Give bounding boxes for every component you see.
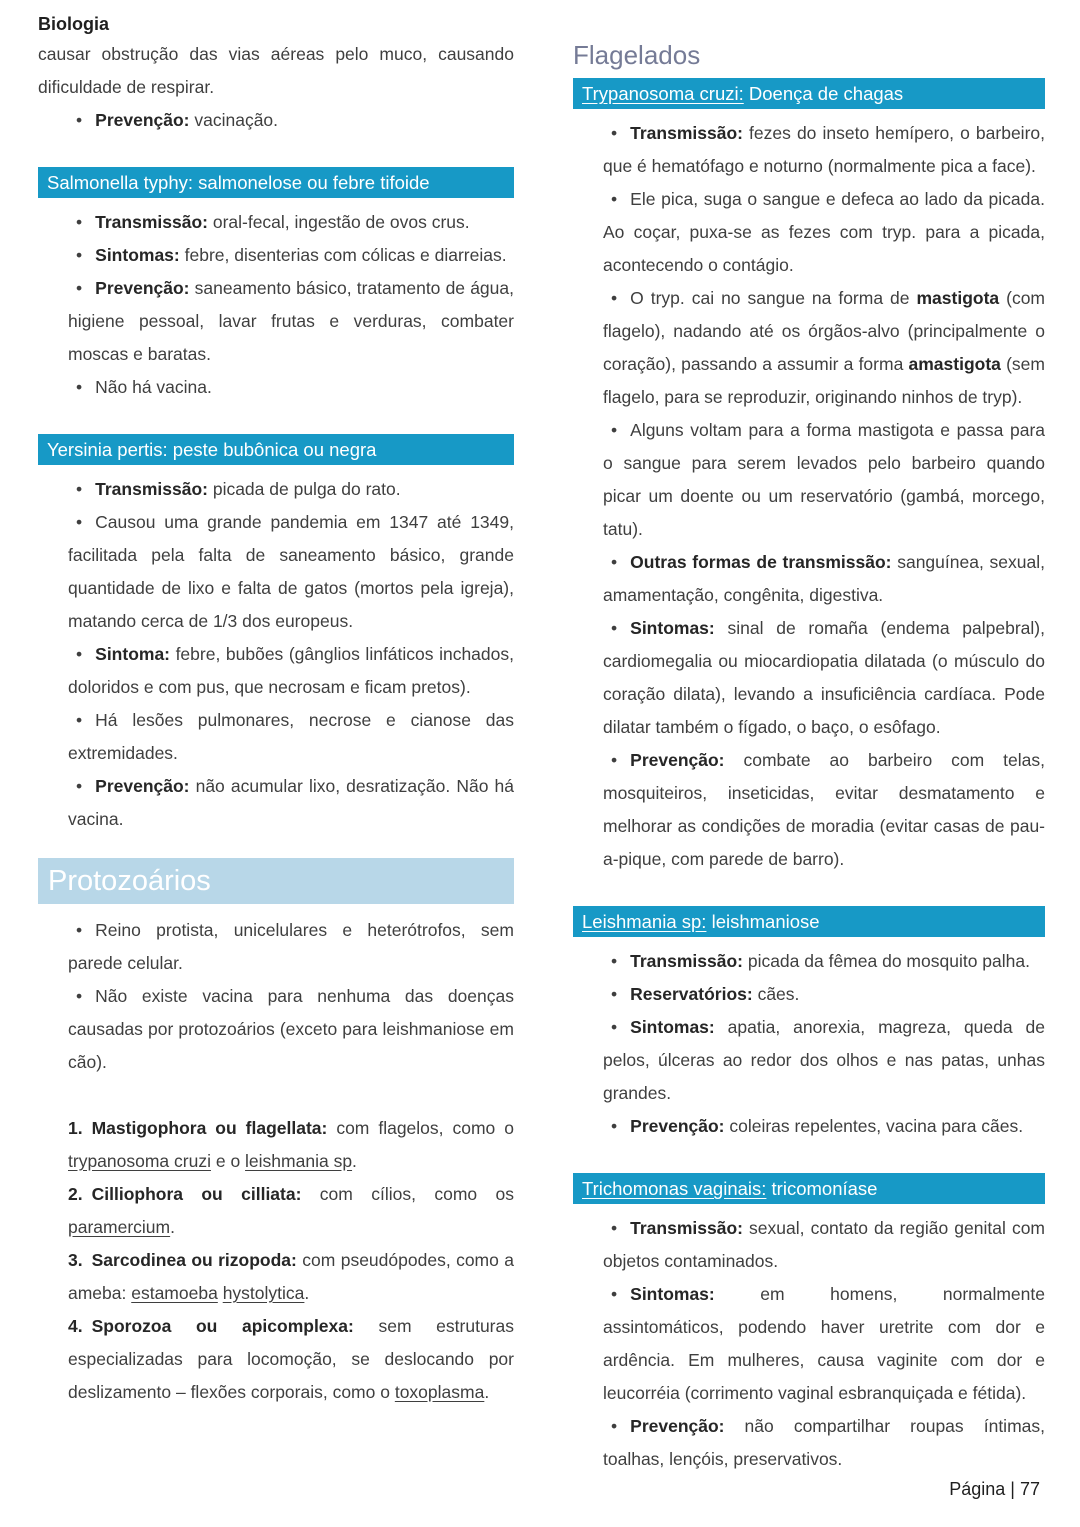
text-run: Yersinia pertis: peste bubônica ou negra: [47, 439, 377, 460]
bullet-item: [603, 546, 1045, 612]
bullet-icon: •: [76, 776, 83, 796]
term-label: Sarcodinea ou rizopoda:: [91, 1250, 297, 1270]
bullet-item: [603, 978, 1045, 1011]
text-run: em homens, normalmente assintomáticos, podendo haver uretrite com dor e ardência. Em mulheres, causa vaginite com dor e leucorréia (corrimento vaginal esbranquiçada e fétida).: [603, 1284, 1045, 1403]
bullet-icon: •: [611, 1116, 618, 1136]
bullet-item: [603, 282, 1045, 414]
term-label: Sintomas:: [95, 245, 180, 265]
term-label: Sintoma:: [95, 644, 171, 664]
bullet-icon: •: [76, 986, 83, 1006]
item-number: 2.: [68, 1184, 83, 1204]
text-run: .: [352, 1151, 357, 1171]
text-run: Há lesões pulmonares, necrose e cianose das extremidades.: [68, 710, 514, 763]
text-run: fezes do inseto hemípero, o barbeiro, que é hematófago e noturno (normalmente pica a face).: [603, 123, 1045, 176]
text-run: Causou uma grande pandemia em 1347 até 1349, facilitada pela falta de saneamento básico, grande quantidade de lixo e falta de gatos (mortos pela igreja), matando cerca de 1/3 dos europeus.: [68, 512, 514, 631]
flagelados-heading: [573, 38, 1045, 72]
term-label: Prevenção:: [630, 1116, 725, 1136]
text-run: .: [304, 1283, 310, 1303]
item-number: 4.: [68, 1316, 83, 1336]
text-run: Doença de chagas: [743, 83, 904, 104]
page-number: Página | 77: [949, 1479, 1040, 1499]
bullet-item: [603, 1212, 1045, 1278]
text-run: combate ao barbeiro com telas, mosquiteiros, inseticidas, evitar desmatamento e melhorar as condições de moradia (evitar casas de pau-a-pique, com parede de barro).: [603, 750, 1045, 869]
bullet-icon: •: [611, 750, 618, 770]
bullet-icon: •: [611, 552, 618, 572]
underlined-term: Trichomonas vaginais:: [582, 1178, 767, 1199]
term-label: Prevenção:: [630, 1416, 725, 1436]
bullet-icon: •: [611, 984, 618, 1004]
bullet-icon: •: [76, 110, 83, 130]
underlined-term: Trypanosoma cruzi:: [582, 83, 744, 104]
bullet-item: [68, 770, 514, 836]
term-label: Transmissão:: [95, 212, 208, 232]
bullet-item: [68, 239, 514, 272]
underlined-term: trypanosoma cruzi: [68, 1151, 211, 1171]
term-label: Cilliophora ou cilliata:: [91, 1184, 302, 1204]
bullet-item: [68, 206, 514, 239]
term-label: Reservatórios:: [630, 984, 753, 1004]
yersinia-section-banner: [38, 434, 514, 465]
protozoarios-section-banner: [38, 858, 514, 904]
text-run: febre, disenterias com cólicas e diarreias.: [179, 245, 507, 265]
underlined-term: paramercium: [68, 1217, 171, 1237]
text-run: com pseudópodes, como a ameba:: [68, 1250, 514, 1303]
numbered-item: [68, 1244, 514, 1310]
text-run: (sem flagelo, para se reproduzir, originando ninhos de tryp).: [603, 354, 1045, 407]
text-run: não compartilhar roupas íntimas, toalhas, lençóis, preservativos.: [603, 1416, 1045, 1469]
text-run: Não existe vacina para nenhuma das doenças causadas por protozoários (exceto para leishmaniose em cão).: [68, 986, 514, 1072]
bullet-icon: •: [76, 278, 83, 298]
term-label: Sintomas:: [630, 1284, 715, 1304]
bullet-icon: •: [611, 1017, 618, 1037]
term-label: Prevenção:: [95, 110, 190, 130]
bullet-icon: •: [611, 123, 618, 143]
term-label: Sporozoa ou apicomplexa:: [91, 1316, 354, 1336]
bullet-item: [603, 1110, 1045, 1143]
term-label: mastigota: [916, 288, 1000, 308]
text-run: Protozoários: [48, 865, 211, 897]
bullet-item: [603, 1011, 1045, 1110]
bullet-icon: •: [76, 377, 83, 397]
text-run: Flagelados: [573, 40, 701, 70]
text-run: não acumular lixo, desratização. Não há vacina.: [68, 776, 514, 829]
bullet-icon: •: [76, 710, 83, 730]
bullet-icon: •: [76, 512, 83, 532]
text-run: vacinação.: [189, 110, 279, 130]
bullet-item: [603, 744, 1045, 876]
bullet-item: [68, 473, 514, 506]
bullet-item: [68, 272, 514, 371]
bullet-item: [68, 371, 514, 404]
text-run: leishmaniose: [706, 911, 820, 932]
term-label: Transmissão:: [95, 479, 208, 499]
term-label: Prevenção:: [630, 750, 725, 770]
bullet-item: [603, 945, 1045, 978]
item-number: 1.: [68, 1118, 83, 1138]
bullet-icon: •: [611, 951, 618, 971]
bullet-icon: •: [611, 189, 618, 209]
term-label: Transmissão:: [630, 123, 743, 143]
text-run: Reino protista, unicelulares e heterótrofos, sem parede celular.: [68, 920, 514, 973]
text-run: oral-fecal, ingestão de ovos crus.: [207, 212, 470, 232]
term-label: Mastigophora ou flagellata:: [91, 1118, 328, 1138]
text-run: Não há vacina.: [95, 377, 212, 397]
term-label: Prevenção:: [95, 776, 190, 796]
text-run: sem estruturas especializadas para locomoção, se deslocando por deslizamento – flexões corporais, como o: [68, 1316, 514, 1402]
text-run: apatia, anorexia, magreza, queda de pelos, úlceras ao redor dos olhos e nas patas, unhas grandes.: [603, 1017, 1045, 1103]
salmonella-section-banner: [38, 167, 514, 198]
text-run: com cílios, como os: [301, 1184, 514, 1204]
leishmania-section-banner: [573, 906, 1045, 937]
bullet-item: [68, 704, 514, 770]
underlined-term: estamoeba: [131, 1283, 218, 1303]
bullet-item: [603, 612, 1045, 744]
bullet-item: [68, 506, 514, 638]
text-run: sanguínea, sexual, amamentação, congênita, digestiva.: [603, 552, 1045, 605]
text-run: coleiras repelentes, vacina para cães.: [724, 1116, 1024, 1136]
bullet-item: [68, 980, 514, 1079]
text-run: tricomoníase: [766, 1178, 878, 1199]
bullet-icon: •: [611, 618, 618, 638]
term-label: amastigota: [908, 354, 1001, 374]
term-label: Transmissão:: [630, 951, 743, 971]
trichomonas-section-banner: [573, 1173, 1045, 1204]
bullet-item: [68, 104, 514, 137]
numbered-item: [68, 1310, 514, 1409]
underlined-term: toxoplasma: [394, 1382, 485, 1402]
bullet-item: [603, 1410, 1045, 1476]
bullet-icon: •: [611, 1284, 618, 1304]
text-run: sexual, contato da região genital com objetos contaminados.: [603, 1218, 1045, 1271]
numbered-item: [68, 1178, 514, 1244]
term-label: Transmissão:: [630, 1218, 743, 1238]
trypanosoma-section-banner: [573, 78, 1045, 109]
text-run: com flagelos, como o: [327, 1118, 514, 1138]
text-run: causar obstrução das vias aéreas pelo muco, causando dificuldade de respirar.: [38, 44, 514, 97]
item-number: 3.: [68, 1250, 83, 1270]
text-run: cães.: [752, 984, 800, 1004]
bullet-icon: •: [76, 212, 83, 232]
term-label: Outras formas de transmissão:: [630, 552, 892, 572]
numbered-item: [68, 1112, 514, 1178]
bullet-item: [603, 183, 1045, 282]
text-run: (com flagelo), nadando até os órgãos-alvo (principalmente o coração), passando a assumir a forma: [603, 288, 1045, 374]
text-run: saneamento básico, tratamento de água, higiene pessoal, lavar frutas e verduras, combater moscas e baratas.: [68, 278, 514, 364]
bullet-icon: •: [76, 644, 83, 664]
text-run: e o: [210, 1151, 246, 1171]
term-label: Sintomas:: [630, 1017, 715, 1037]
term-label: Sintomas:: [630, 618, 715, 638]
bullet-item: [603, 117, 1045, 183]
left-column: [38, 10, 514, 1409]
page-title: [38, 10, 514, 38]
text-run: O tryp. cai no sangue na forma de: [630, 288, 917, 308]
bullet-item: [603, 1278, 1045, 1410]
text-run: Alguns voltam para a forma mastigota e passa para o sangue para serem levados pelo barbeiro quando picar um doente ou um reservatório (gambá, morcego, tatu).: [603, 420, 1045, 539]
bullet-icon: •: [611, 1218, 618, 1238]
text-run: .: [170, 1217, 175, 1237]
bullet-icon: •: [76, 920, 83, 940]
text-run: picada de pulga do rato.: [207, 479, 401, 499]
underlined-term: Leishmania sp:: [582, 911, 707, 932]
bullet-icon: •: [611, 288, 618, 308]
bullet-item: [603, 414, 1045, 546]
underlined-term: hystolytica: [222, 1283, 305, 1303]
bullet-icon: •: [76, 479, 83, 499]
paragraph: [38, 38, 514, 104]
text-run: Biologia: [38, 14, 109, 34]
text-run: sinal de romaña (endema palpebral), cardiomegalia ou miocardiopatia dilatada (o músculo do coração dilata), levando a insuficiência cardíaca. Pode dilatar também o fígado, o baço, o esôfago.: [603, 618, 1045, 737]
underlined-term: leishmania sp: [245, 1151, 353, 1171]
spacer: [38, 1079, 514, 1112]
text-run: Salmonella typhy: salmonelose ou febre tifoide: [47, 172, 430, 193]
text-run: picada da fêmea do mosquito palha.: [742, 951, 1030, 971]
text-run: febre, bubões (gânglios linfáticos inchados, doloridos e com pus, que necrosam e ficam pretos).: [68, 644, 514, 697]
bullet-icon: •: [611, 420, 618, 440]
bullet-item: [68, 914, 514, 980]
bullet-item: [68, 638, 514, 704]
term-label: Prevenção:: [95, 278, 190, 298]
text-run: .: [484, 1382, 490, 1402]
bullet-icon: •: [611, 1416, 618, 1436]
right-column: [573, 38, 1045, 1476]
text-run: Ele pica, suga o sangue e defeca ao lado da picada. Ao coçar, puxa-se as fezes com tryp. para a picada, acontecendo o contágio.: [603, 189, 1045, 275]
bullet-icon: •: [76, 245, 83, 265]
